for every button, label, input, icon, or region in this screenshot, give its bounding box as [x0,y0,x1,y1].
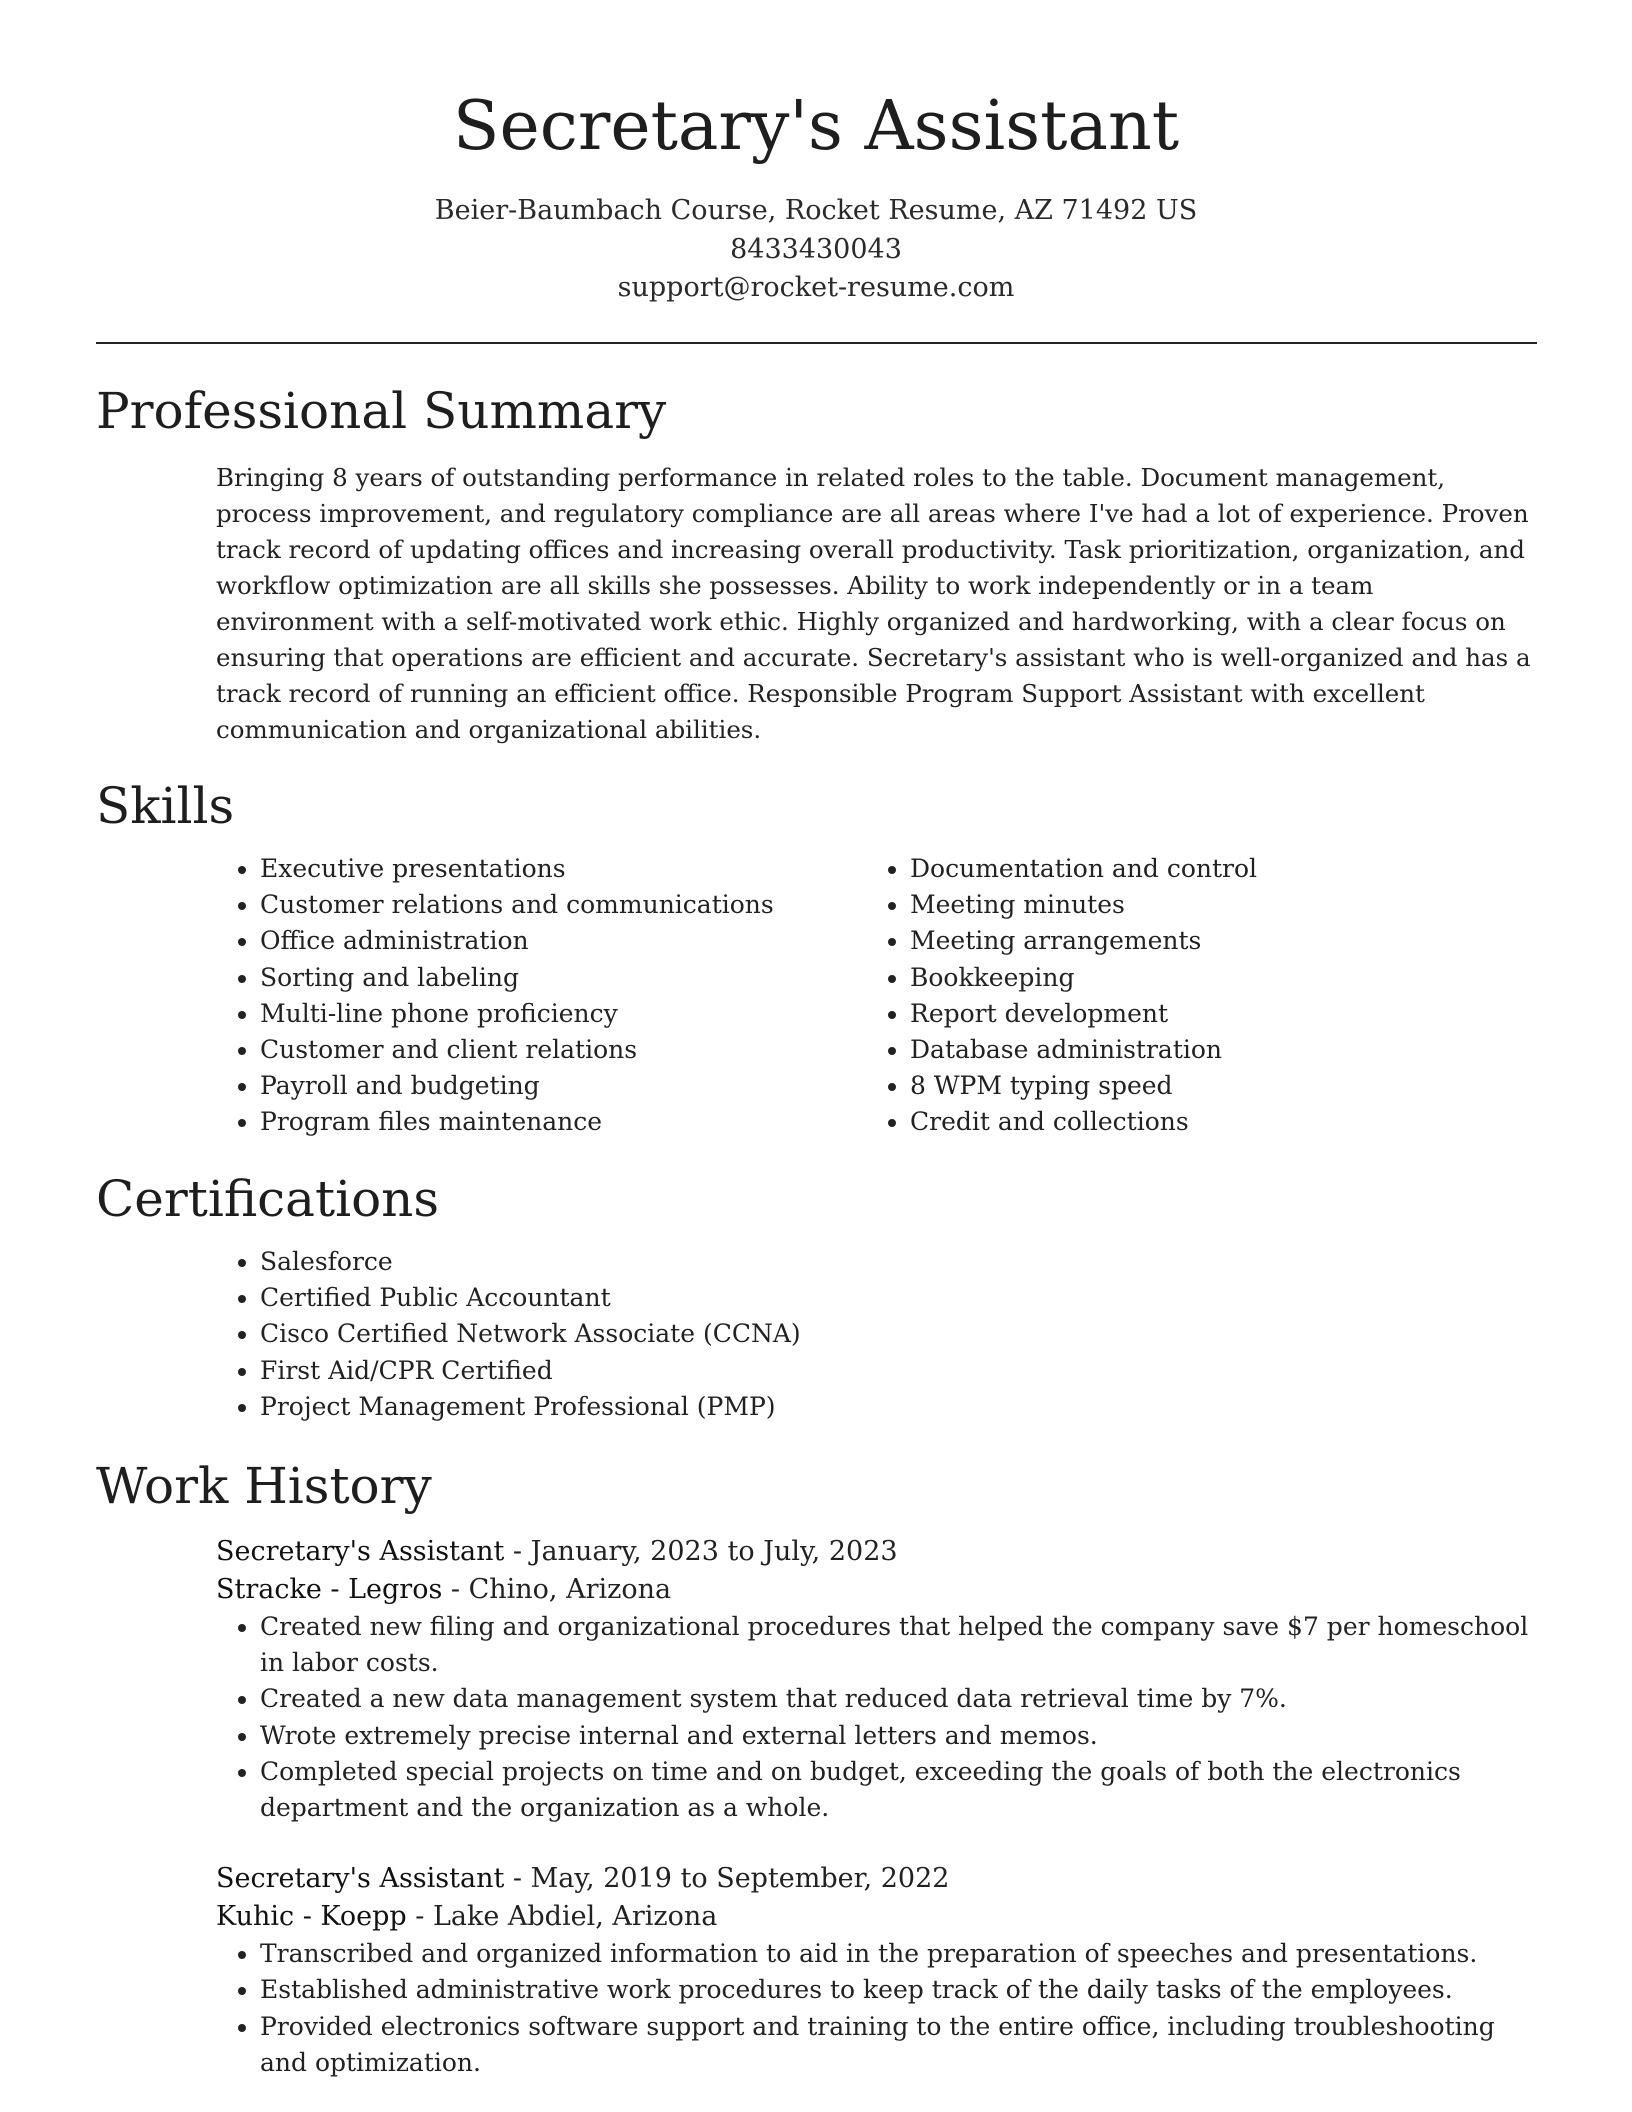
address: Beier-Baumbach Course, Rocket Resume, AZ 71492 US [434,195,1198,226]
skill-item: • Office administration [260,923,866,959]
skill-item: • 8 WPM typing speed [910,1068,1516,1104]
job-bullet: • Established administrative work procedures to keep track of the daily tasks of the employees. [260,1972,1537,2008]
job-company: Kuhic - Koepp [216,1901,407,1933]
job-bullet: • Completed special projects on time and on budget, exceeding the goals of both the electronics department and the organization as a whole. [260,1754,1537,1826]
job-company-line [216,1571,1537,1609]
skill-item: • Customer and client relations [260,1032,866,1068]
job-title: Secretary's Assistant [216,1536,505,1567]
header-divider [96,342,1537,344]
phone: 8433430043 [730,233,902,265]
job-bullets [216,1609,1537,1826]
certifications-list [216,1244,1537,1425]
job-bullet: • Provided electronics software support and training to the entire office, including troubleshooting and optimization. [260,2009,1537,2081]
job-title: Secretary's Assistant [216,1863,505,1895]
job-company-line [216,1898,1537,1936]
skill-item: • Meeting minutes [910,887,1516,923]
job-dates: - May, 2019 to September, 2022 [504,1863,950,1895]
resume-header [0,0,1632,308]
skill-item: • Database administration [910,1032,1516,1068]
certification-item: • Cisco Certified Network Associate (CCNA) [260,1316,1537,1352]
skills-columns [216,851,1537,1141]
certifications-heading: Certifications [96,1170,440,1228]
skill-item: • Meeting arrangements [910,923,1516,959]
job-dates: - January, 2023 to July, 2023 [504,1536,898,1567]
job-entry [216,1860,1537,2081]
certification-item: • First Aid/CPR Certified [260,1353,1537,1389]
summary-heading: Professional Summary [96,382,667,440]
job-location: - Lake Abdiel, Arizona [406,1901,718,1933]
work-history-heading: Work History [96,1457,432,1515]
job-entry [216,1533,1537,1826]
email: support@rocket-resume.com [617,272,1015,303]
job-bullet: • Created new filing and organizational procedures that helped the company save $7 per homeschool in labor costs. [260,1609,1537,1681]
job-bullets [216,1936,1537,2081]
job-bullet: • Wrote extremely precise internal and external letters and memos. [260,1718,1537,1754]
job-location: - Chino, Arizona [442,1574,672,1605]
skill-item: • Documentation and control [910,851,1516,887]
job-title-line [216,1860,1537,1898]
certification-item: • Project Management Professional (PMP) [260,1389,1537,1425]
skill-item: • Multi-line phone proficiency [260,996,866,1032]
contact-info [0,192,1632,308]
work-history-section [96,1455,1537,2081]
skills-heading: Skills [96,777,235,835]
summary-section [96,380,1537,748]
certification-item: • Salesforce [260,1244,1537,1280]
skill-item: • Executive presentations [260,851,866,887]
candidate-name: Secretary's Assistant [452,87,1180,166]
certification-item: • Certified Public Accountant [260,1280,1537,1316]
skill-item: • Bookkeeping [910,960,1516,996]
skills-section [96,775,1537,1141]
job-bullet: • Created a new data management system that reduced data retrieval time by 7%. [260,1681,1537,1717]
skill-item: • Sorting and labeling [260,960,866,996]
job-bullet: • Transcribed and organized information to aid in the preparation of speeches and presentations. [260,1936,1537,1972]
job-company: Stracke - Legros [216,1574,443,1605]
summary-text: Bringing 8 years of outstanding performance in related roles to the table. Document management, process improvement, and regulatory compliance are all areas where I've had a lot of experience. Proven track record of updating offices and increasing overall productivity. Task prioritization, organization, and workflow optimization are all skills she possesses. Ability to work independently or in a team environment with a self-motivated work ethic. Highly organized and hardworking, with a clear focus on ensuring that operations are efficient and accurate. Secretary's assistant who is well-organized and has a track record of running an efficient office. Responsible Program Support Assistant with excellent communication and organizational abilities. [216,463,1531,744]
skill-item: • Payroll and budgeting [260,1068,866,1104]
certifications-section [96,1168,1537,1425]
skills-column-left [216,851,866,1141]
skill-item: • Customer relations and communications [260,887,866,923]
skills-column-right [866,851,1516,1141]
skill-item: • Program files maintenance [260,1104,866,1140]
skill-item: • Report development [910,996,1516,1032]
skill-item: • Credit and collections [910,1104,1516,1140]
job-title-line [216,1533,1537,1571]
